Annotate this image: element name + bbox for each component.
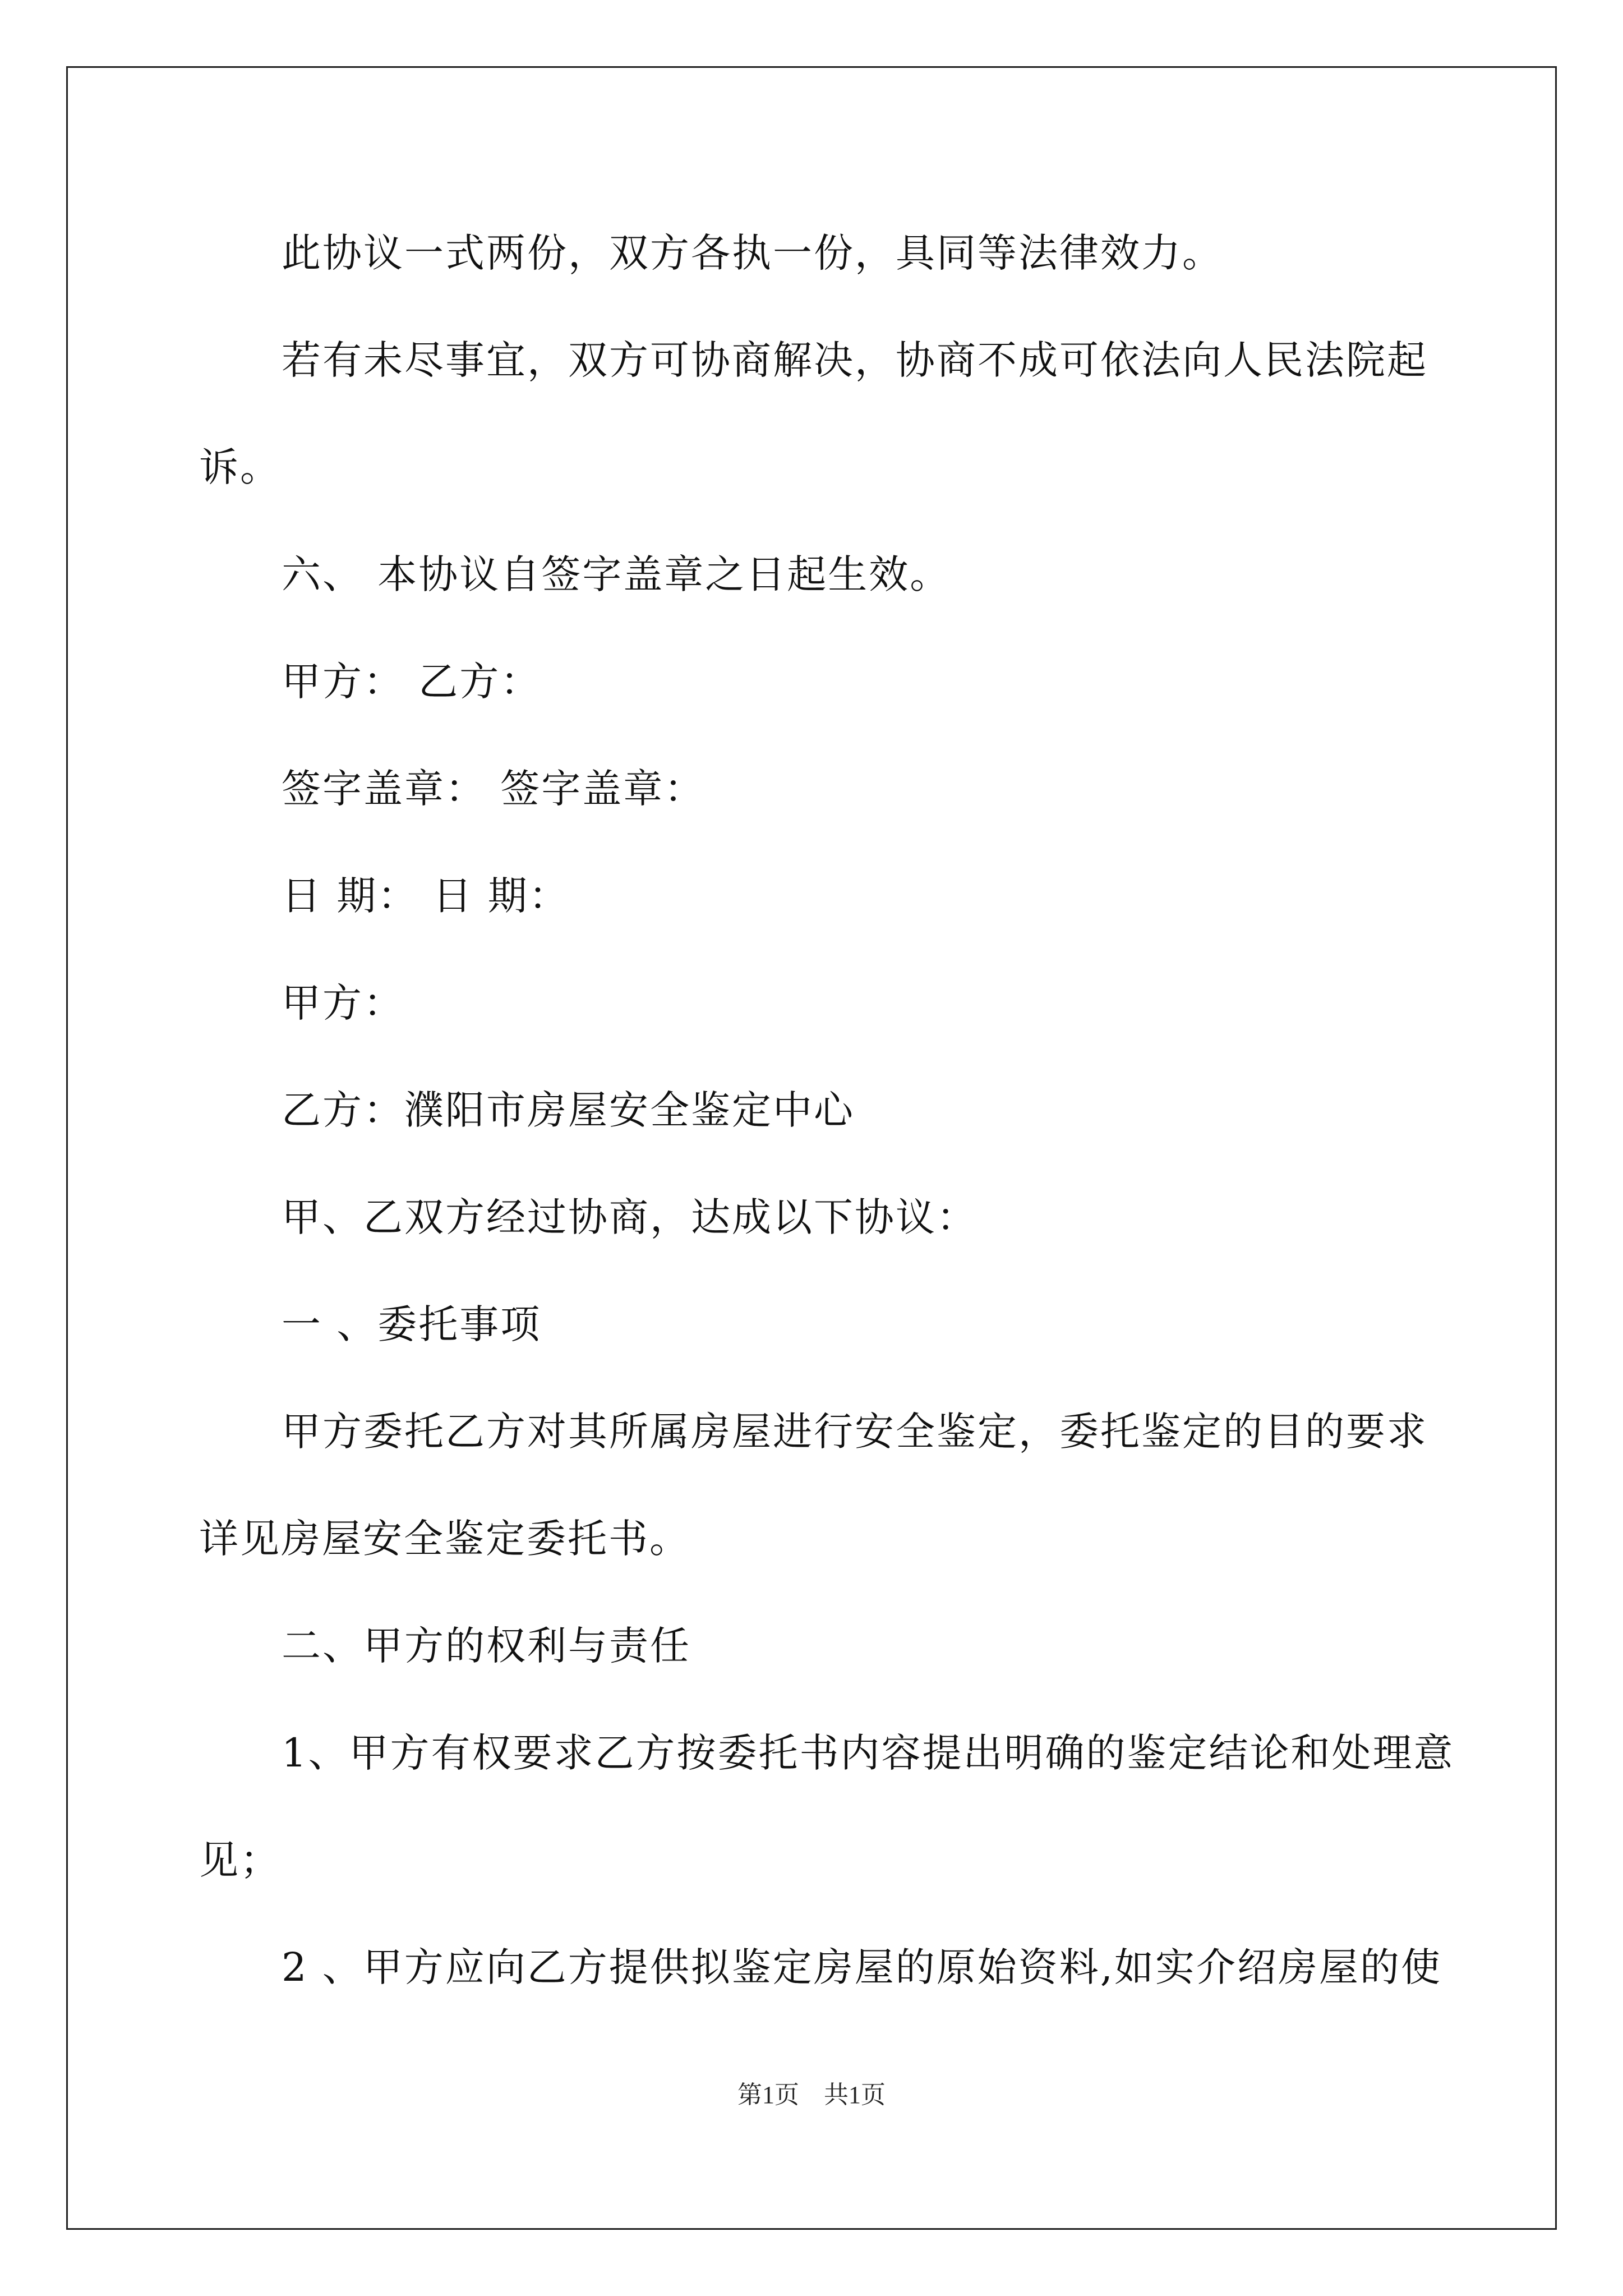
- paragraph-line: 此协议一式两份，双方各执一份，具同等法律效力。: [282, 230, 1223, 276]
- paragraph-line: 诉。: [199, 444, 281, 490]
- paragraph-line: 甲方委托乙方对其所属房屋进行安全鉴定，委托鉴定的目的要求: [282, 1409, 1428, 1455]
- paragraph-line: 甲方： 乙方：: [282, 659, 542, 705]
- paragraph-line: 若有未尽事宜，双方可协商解决，协商不成可依法向人民法院起: [282, 337, 1428, 383]
- paragraph-line: 2 、甲方应向乙方提供拟鉴定房屋的原始资料,如实介绍房屋的使: [282, 1944, 1442, 1990]
- page-border: [66, 66, 1557, 2230]
- paragraph-line: 一 、委托事项: [282, 1301, 542, 1347]
- paragraph-line: 详见房屋安全鉴定委托书。: [199, 1516, 690, 1562]
- paragraph-line: 1、甲方有权要求乙方按委托书内容提出明确的鉴定结论和处理意: [282, 1730, 1455, 1776]
- paragraph-line: 签字盖章： 签字盖章：: [282, 766, 706, 812]
- paragraph-line: 乙方：濮阳市房屋安全鉴定中心: [282, 1087, 855, 1133]
- paragraph-line: 日 期： 日 期：: [282, 873, 570, 919]
- paragraph-line: 甲、乙双方经过协商，达成以下协议：: [282, 1194, 978, 1240]
- paragraph-line: 甲方：: [282, 980, 404, 1026]
- paragraph-line: 见；: [199, 1837, 281, 1883]
- paragraph-line: 六、 本协议自签字盖章之日起生效。: [282, 551, 951, 597]
- page-footer: 第1页 共1页: [737, 2081, 886, 2109]
- paragraph-line: 二、甲方的权利与责任: [282, 1623, 691, 1669]
